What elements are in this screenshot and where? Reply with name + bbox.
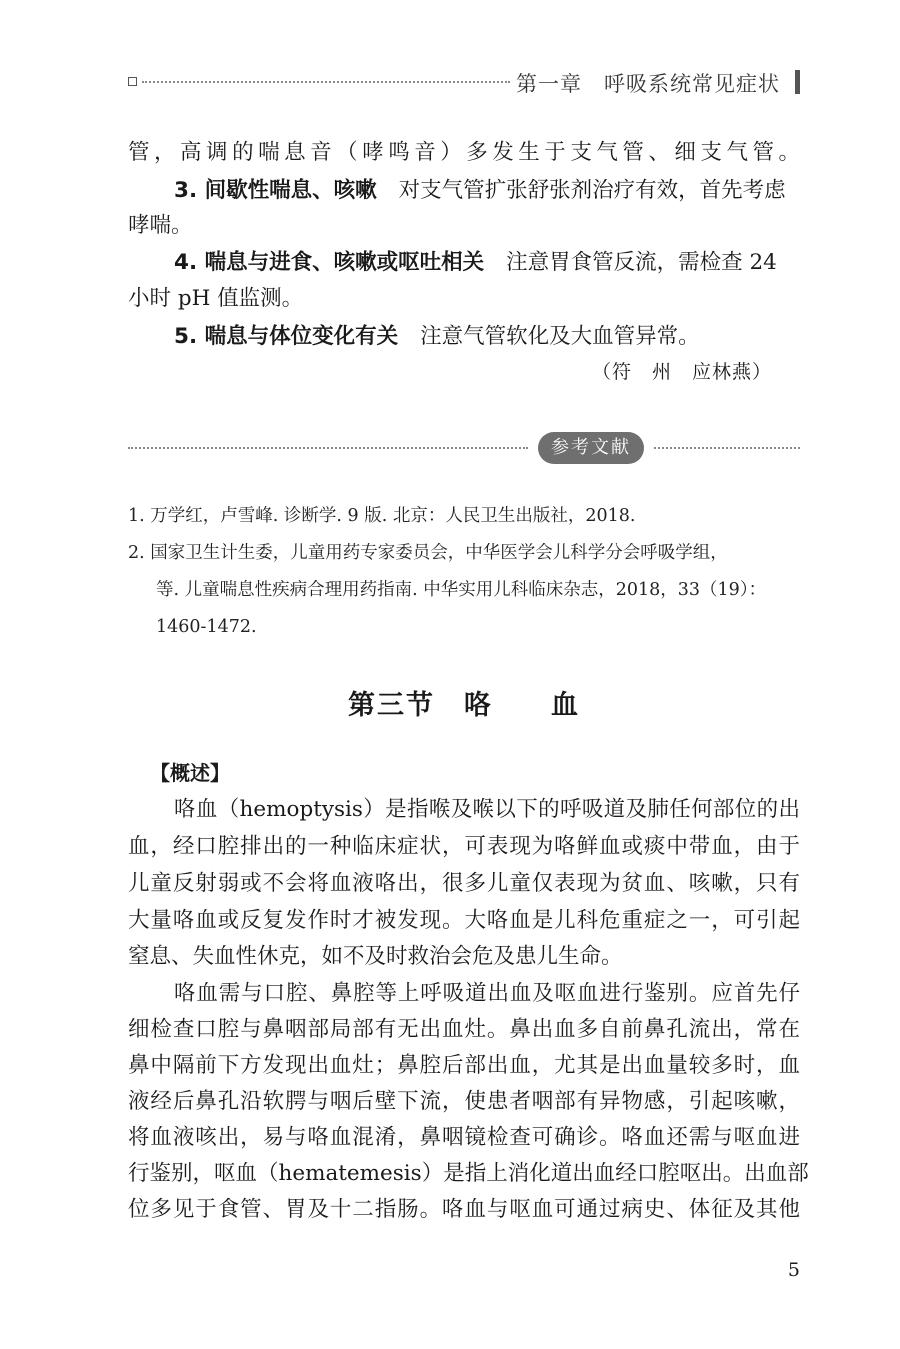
reference-item-cont: 1460-1472. bbox=[156, 617, 257, 637]
body-line: 哮喘。 bbox=[128, 213, 193, 238]
chapter-title: 第一章 呼吸系统常见症状 bbox=[516, 72, 780, 96]
list-item-text: 注意气管软化及大血管异常。 bbox=[420, 324, 700, 349]
list-item-text: 对支气管扩张舒张剂治疗有效，首先考虑 bbox=[398, 178, 786, 203]
section-title: 第三节 咯 血 bbox=[348, 690, 580, 721]
paragraph-line: 血，经口腔排出的一种临床症状，可表现为咯鲜血或痰中带血，由于 bbox=[128, 834, 800, 859]
dotted-rule-left bbox=[128, 447, 528, 449]
paragraph-line: 位多见于食管、胃及十二指肠。咯血与呕血可通过病史、体征及其他 bbox=[128, 1197, 800, 1222]
header-square-marker bbox=[128, 77, 137, 86]
list-item-heading: 4. 喘息与进食、咳嗽或呕吐相关 bbox=[174, 250, 485, 275]
list-item-text: 注意胃食管反流，需检查 24 bbox=[506, 250, 777, 275]
paragraph-line: 鼻中隔前下方发现出血灶；鼻腔后部出血，尤其是出血量较多时，血 bbox=[128, 1053, 800, 1078]
list-item-5 bbox=[174, 322, 700, 352]
list-item-heading: 5. 喘息与体位变化有关 bbox=[174, 324, 399, 349]
list-item-3 bbox=[174, 176, 786, 206]
paragraph-line: 将血液咳出，易与咯血混淆，鼻咽镜检查可确诊。咯血还需与呕血进 bbox=[128, 1125, 800, 1150]
references-title: 参考文献 bbox=[538, 432, 644, 464]
body-line: 管，高调的喘息音（哮鸣音）多发生于支气管、细支气管。 bbox=[128, 140, 800, 165]
paragraph-line: 儿童反射弱或不会将血液咯出，很多儿童仅表现为贫血、咳嗽，只有 bbox=[128, 871, 800, 896]
paragraph-line: 液经后鼻孔沿软腭与咽后壁下流，使患者咽部有异物感，引起咳嗽， bbox=[128, 1089, 800, 1114]
running-header bbox=[128, 62, 800, 102]
reference-item-cont: 等. 儿童喘息性疾病合理用药指南. 中华实用儿科临床杂志，2018，33（19）： bbox=[156, 580, 767, 600]
references-header bbox=[128, 432, 800, 464]
reference-item: 2. 国家卫生计生委，儿童用药专家委员会，中华医学会儿科学分会呼吸学组， bbox=[128, 543, 728, 563]
header-dotted-rule bbox=[142, 81, 510, 83]
list-item-4 bbox=[174, 248, 777, 278]
author-credit: （符 州 应林燕） bbox=[591, 361, 772, 383]
paragraph-line: 大量咯血或反复发作时才被发现。大咯血是儿科危重症之一，可引起 bbox=[128, 908, 800, 933]
header-bar bbox=[795, 70, 800, 94]
paragraph-line: 细检查口腔与鼻咽部局部有无出血灶。鼻出血多自前鼻孔流出，常在 bbox=[128, 1017, 800, 1042]
body-line: 小时 pH 值监测。 bbox=[128, 286, 304, 311]
reference-item: 1. 万学红，卢雪峰. 诊断学. 9 版. 北京：人民卫生出版社，2018. bbox=[128, 506, 636, 526]
paragraph-line: 咯血（hemoptysis）是指喉及喉以下的呼吸道及肺任何部位的出 bbox=[174, 797, 800, 822]
dotted-rule-right bbox=[654, 447, 800, 449]
overview-label: 【概述】 bbox=[150, 761, 230, 785]
page-number: 5 bbox=[787, 1259, 800, 1281]
paragraph-line: 咯血需与口腔、鼻腔等上呼吸道出血及呕血进行鉴别。应首先仔 bbox=[174, 981, 800, 1006]
paragraph-line: 窒息、失血性休克，如不及时救治会危及患儿生命。 bbox=[128, 944, 623, 969]
paragraph-line: 行鉴别，呕血（hematemesis）是指上消化道出血经口腔呕出。出血部 bbox=[128, 1161, 809, 1186]
list-item-heading: 3. 间歇性喘息、咳嗽 bbox=[174, 178, 377, 203]
